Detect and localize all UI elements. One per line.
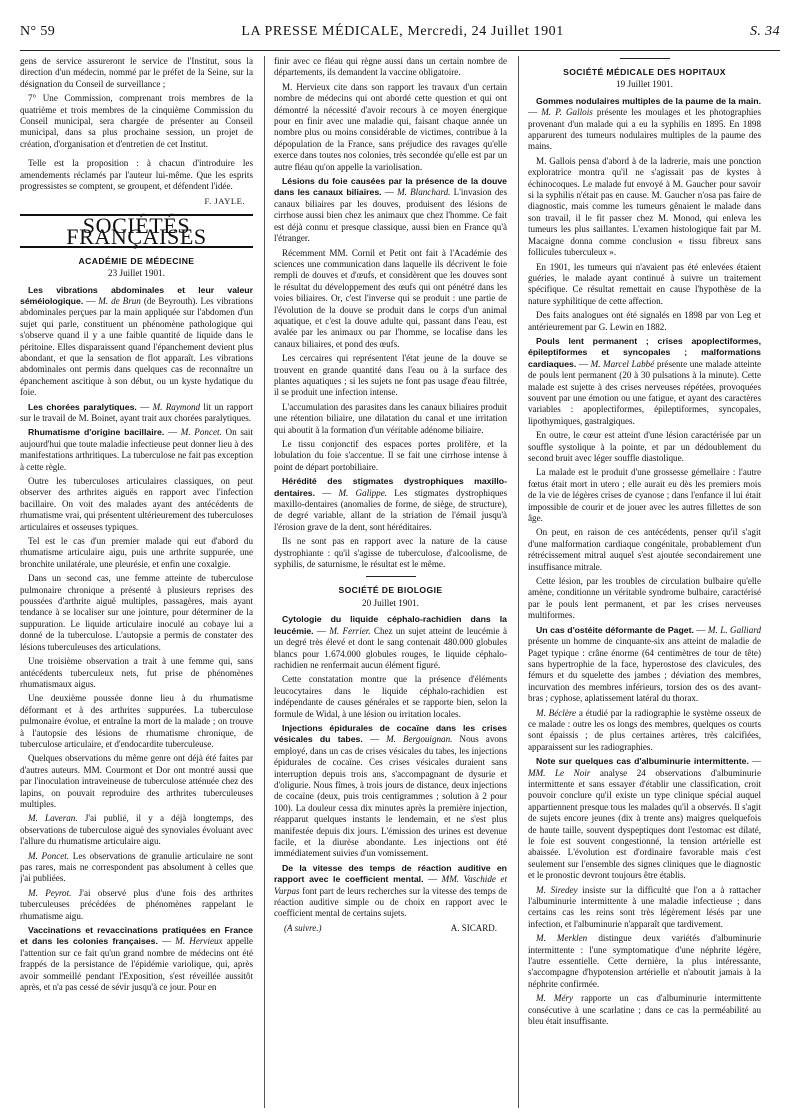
column-3 [528, 56, 761, 1111]
paragraph: Cette lésion, par les troubles de circulation bulbaire qu'elle amène, conditionne un véritable syndrome bulbaire, caractérisé par le pouls lent permanent, et par les crises nerveuses multiformes. [528, 576, 761, 621]
article-title: Les chorées paralytiques. [28, 401, 137, 412]
society-heading: ACADÉMIE DE MÉDECINE [78, 255, 195, 266]
article-text: lit un rapport sur le travail de M. Boinet, ayant trait aux chorées paralytiques. [20, 401, 253, 423]
speaker: M. Poncet. [28, 850, 70, 861]
article: De la vitesse des temps de réaction auditive en rapport avec le coefficient mental. — MM. Vaschide et Vurpas font part de leurs recherches sur la vitesse des temps de réaction auditive simple ou de choix en rapport avec le coefficient mental de certains sujets. [274, 862, 507, 919]
article-author: MM. Vaschide et Vurpas [274, 874, 507, 896]
article: Un cas d'ostéite déformante de Paget. — M. L. Galliard présente un homme de cinquante-six ans atteint de maladie de Paget typique : crâne énorme (64 centimètres de tour de tête) sans hypertrophie de la face, hyperostose des clavicules, des fémurs et du squelette des jambes ; déviation des membres, incurvation des membres inférieurs, torsion des os des avant-bras ; cyphose, aplatissement latéral du thorax. [528, 624, 761, 704]
page-header [20, 24, 780, 44]
article-text: appelle l'attention sur ce fait qu'un grand nombre de médecins ont été frappés de la persistance de l'épidémie variolique, qui, après avoir sommeillé pendant l'Exposition, s'est réveillée aussitôt après, et n'a pas cessé de sévir jusqu'à ce jour. Pour en [20, 936, 253, 993]
speaker: M. Merklen [536, 933, 588, 944]
article-author: M. L. Galliard [707, 624, 761, 635]
speaker: M. Siredey [536, 884, 578, 895]
article: Vaccinations et revaccinations pratiquées en France et dans les colonies françaises. — M. Hervieux appelle l'attention sur ce fait qu'un grand nombre de médecins ont été frappés de la persistance de l'épidémie variolique, qui, après avoir sommeillé pendant l'Exposition, s'est réveillée aussitôt après, et n'a pas cessé de sévir jusqu'à ce jour. Pour en [20, 925, 253, 993]
society-heading: SOCIÉTÉ DE BIOLOGIE [338, 585, 443, 596]
article-author: M. Ferrier. [329, 625, 371, 636]
paragraph: En outre, le cœur est atteint d'une lésion caractérisée par un souffle systolique à la pointe, et par un dédoublement du second bruit avec léger souffle diastolique. [528, 430, 761, 463]
paragraph-text: a étudié par la radiographie le système osseux de ce malade : outre les os longs des membres, quelques os courts sont épaissis ; de plus certaines artères, très calcifiées, apparaissent sur les radiographies. [528, 707, 761, 752]
article-text: analyse 24 observations d'albuminurie intermittente et sans essayer d'établir une classification, croit pouvoir conclure qu'il existe un type clinique spécial auquel appartiennent presque tous les malades qu'il a observés. Il s'agit de sujets encore jeunes (dix à trente ans) maigres quelquefois de haute taille, souvent dyspeptiques dont l'estomac est dilaté, le foie est souvent congestionné, la tension artérielle est abaissée. L'évolution est d'ordinaire favorable mais c'est seulement sur l'ensemble des signes cliniques que le diagnostic et le pronostic devront toujours être établis. [528, 767, 761, 881]
paragraph-text: insiste sur la difficulté que l'on a à rattacher l'albuminurie intermittente à une maladie infectieuse ; dans certains cas les reins sont très légèrement lésés par une infection, et l'albuminurie n'apparaît que tardivement. [528, 884, 761, 929]
article-title: Vaccinations et revaccinations pratiquées en France et dans les colonies françaises. [20, 925, 253, 947]
paragraph: M. Gallois pensa d'abord à de la ladrerie, mais une ponction exploratrice montra qu'il ne s'agissait pas de kystes à échinocoques. Le malade fut envoyé à M. Gaucher pour savoir si la syphilis n'était pas en cause. M. Gaucher n'osa pas faire de diagnostic, mais comme les tumeurs gênaient le malade dans son travail, il le fit passer chez M. Monod, qui enleva les tumeurs les plus saillantes. L'examen histologique fait par M. Macaigne donna comme conclusion « tissu fibreux sans follicules tuberculeux ». [528, 155, 761, 258]
paragraph-text: Les observations de granulie articulaire ne sont pas rares, mais ne correspondent pas absolument à celles que j'ai publiées. [20, 850, 253, 884]
article-text: On sait aujourd'hui que toute maladie infectieuse peut donner lieu à des manifestations arthritiques. La tuberculose ne fait pas exception à cette règle. [20, 427, 253, 472]
paragraph [528, 708, 761, 754]
paragraph: gens de service assureront le service de l'Institut, sous la direction d'un médecin, nommé par le préfet de la Seine, sur la désignation du Conseil de surveillance ; [20, 56, 253, 89]
article-text: présente les moulages et les photographies provenant d'un malade qui a eu la syphilis en 1895. En 1898 apparurent des tumeurs nodulaires multiples de la paume des mains. [528, 107, 761, 152]
article-author: M. Galippe. [338, 487, 388, 498]
article-title: Injections épidurales de cocaïne dans les crises vésicales du tabes. [274, 722, 507, 745]
paragraph: finir avec ce fléau qui règne aussi dans un certain nombre de départements, ils demandent la vaccine obligatoire. [274, 56, 507, 78]
article-title: De la vitesse des temps de réaction auditive en rapport avec le coefficient mental. [274, 862, 507, 885]
section-title: SOCIÉTÉS FRANÇAISES [20, 214, 253, 248]
column-divider [264, 56, 265, 1108]
article-title: Cytologie du liquide céphalo-rachidien dans la leucémie. [274, 614, 507, 636]
article-author: MM. Le Noir [528, 767, 591, 778]
article: Les chorées paralytiques. — M. Raymond lit un rapport sur le travail de M. Boinet, ayant trait aux chorées paralytiques. [20, 401, 253, 423]
signature: F. JAYLE. [204, 196, 245, 207]
column-2 [274, 56, 507, 1111]
article: Lésions du foie causées par la présence de la douve dans les canaux biliaires. — M. Blanchard. L'invasion des canaux biliaires par les douves, produisent des lésions de cirrhose aussi bien chez les animaux que chez l'homme. Ce fait est déjà connu et presque classique, aussi bien en France qu'à l'étranger. [274, 176, 507, 244]
speaker: M. Peyrot. [28, 887, 72, 898]
paragraph [20, 851, 253, 885]
paragraph: Une deuxième poussée donne lieu à du rhumatisme déformant et à des arthrites suppurées. La tuberculose pulmonaire évolue, et entraîne la mort de la malade ; on trouve à l'autopsie des lésions de rhumatisme chronique, de tuberculose articulaire, et d'endocardite tuberculeuse. [20, 693, 253, 749]
article-author: M. Hervieux [175, 936, 223, 947]
article-title: Lésions du foie causées par la présence de la douve dans les canaux biliaires. [274, 176, 507, 198]
session-date: 20 Juillet 1901. [362, 597, 419, 608]
article-author: M. Poncet. [180, 427, 222, 438]
speaker: M. Laveran. [28, 813, 78, 824]
article: Rhumatisme d'origine bacillaire. — M. Poncet. On sait aujourd'hui que toute maladie infectieuse peut donner lieu à des manifestations arthritiques. La tuberculose ne fait pas exception à cette règle. [20, 427, 253, 472]
publication-line: LA PRESSE MÉDICALE, Mercredi, 24 Juillet 1901 [241, 24, 564, 39]
paragraph: Cette constatation montre que la présence d'éléments leucocytaires dans le liquide céphalo-rachidien est indépendante de causes générales et se rapporte bien, selon la formule de Widal, à une lésion ou irritation locales. [274, 674, 507, 719]
article-text: font part de leurs recherches sur la vitesse des temps de réaction auditive simple ou de choix en rapport avec le coefficient mental de certains sujets. [274, 885, 507, 919]
article: Note sur quelques cas d'albuminurie intermittente. — MM. Le Noir analyse 24 observations d'albuminurie intermittente et sans essayer d'établir une classification, croit pouvoir conclure qu'il existe un type clinique spécial auquel appartiennent presque tous les malades qu'il a observés. Il s'agit de sujets encore jeunes (dix à trente ans) maigres quelquefois de haute taille, souvent dyspeptiques dont l'estomac est dilaté, le foie est souvent congestionné, la tension artérielle est abaissée. L'évolution est d'ordinaire favorable mais c'est seulement sur l'ensemble des signes cliniques que le diagnostic et le pronostic devront toujours être établis. [528, 756, 761, 881]
article-text: Chez un sujet atteint de leucémie à un degré très élevé et dont le sang contenait 480.000 globules blancs pour 1.674.000 globules rouges, le liquide céphalo-rachidien ne renfermait aucun élément figuré. [274, 625, 507, 670]
article: Pouls lent permanent ; crises apoplectiformes, épileptiformes et syncopales ; malformations cardiaques. — M. Marcel Labbé présente une malade atteinte de pouls lent permanent (20 à 30 pulsations à la minute). Cette malade est sujette à des crises nerveuses répétées, provoquées souvent par une émotion ou une fatigue, et ayant des caractères variables : apoplectiformes, épileptiformes, syncopales, lipothymiques, gastralgiques. [528, 335, 761, 426]
speaker: M. Méry [536, 993, 574, 1004]
column-1 [20, 56, 253, 1111]
paragraph-text: J'ai publié, il y a déjà longtemps, des observations de tuberculose aiguë des synoviales évoluant avec l'allure du rhumatisme articulaire aigu. [20, 813, 253, 847]
paragraph: Les cercaires qui représentent l'état jeune de la douve se trouvent en grande quantité dans l'eau ou à la surface des plantes aquatiques ; si les sujets ne font pas usage d'eau filtrée, il se produit une infection intense. [274, 353, 507, 398]
article-text: L'invasion des canaux biliaires par les douves, produisent des lésions de cirrhose aussi bien chez les animaux que chez l'homme. Ce fait est déjà connu et presque classique, aussi bien en France qu'à l'étranger. [274, 187, 507, 244]
article-title: Les vibrations abdominales et leur valeur séméiologique. [20, 284, 253, 306]
article-title: Un cas d'ostéite déformante de Paget. [536, 624, 694, 635]
section-ref: S. 34 [749, 24, 780, 39]
paragraph: Tel est le cas d'un premier malade qui eut d'abord du rhumatisme articulaire aigu, puis une arthrite suppurée, une bronchite unilatérale, une pleurésie, et enfin une coxalgie. [20, 536, 253, 569]
society-heading: SOCIÉTÉ MÉDICALE DES HOPITAUX [563, 67, 726, 77]
header-rule [20, 50, 780, 51]
article: Cytologie du liquide céphalo-rachidien dans la leucémie. — M. Ferrier. Chez un sujet atteint de leucémie à un degré très élevé et dont le sang contenait 480.000 globules blancs pour 1.674.000 globules rouges, le liquide céphalo-rachidien ne renfermait aucun élément figuré. [274, 614, 507, 670]
article-text: Les stigmates dystrophiques maxillo-dentaires (anomalies de forme, de siège, de structure), de degré variable, allant de la striation de l'émail jusqu'à l'érosion grave de la dent, sont héréditaires. [274, 487, 507, 532]
column-divider [518, 56, 519, 1108]
article: Injections épidurales de cocaïne dans les crises vésicales du tabes. — M. Bergouignan. Nous avons employé, dans un cas de crises vésicales du tabes, les injections épidurales de cocaïne. Ces crises vésicales duraient sans interruption depuis trois ans, s'accompagnant de dysurie et d'oligurie. Nous fîmes, à trois jours de distance, deux injections de cocaïne (deux, puis trois centigrammes ; solution à 2 pour 100). La douleur cessa dix minutes après la première injection, réapparut quelques instants le lendemain, et ne s'est plus manifestée depuis dix jours. L'émission des urines est devenue facile, et la diurèse abondante. Les injections ont été immédiatement suivies d'un vomissement. [274, 722, 507, 859]
paragraph: Des faits analogues ont été signalés en 1898 par von Leg et antérieurement par G. Lewin en 1882. [528, 310, 761, 332]
to-be-continued: (A suivre.) [284, 922, 322, 933]
paragraph: Le tissu conjonctif des espaces portes prolifère, et la lobulation du foie s'accentue. Il se fait une cirrhose intense à point de départ portobiliaire. [274, 439, 507, 472]
paragraph: 7° Une Commission, comprenant trois membres de la quatrième et trois membres de la cinquième Commission du Conseil municipal, sera chargée de présenter au Conseil municipal, dans sa plus prochaine session, un projet de création, d'organisation et d'entretien de cet Institut. [20, 93, 253, 149]
paragraph [20, 813, 253, 847]
article-author: M. Bergouignan. [386, 734, 453, 745]
paragraph: Telle est la proposition : à chacun d'introduire les amendements réclamés par l'auteur lui-même. Que les esprits progressistes se comptent, se groupent, et défendent l'idée. [20, 158, 253, 192]
paragraph: La malade est le produit d'une grossesse gémellaire : l'autre fœtus était mort in utero ; elle aurait eu dès les premiers mois de la vie de légères crises de cyanose ; dans l'enfance il lui était impossible de courir et de jouer avec les autres fillettes de son âge. [528, 467, 761, 524]
article-title: Hérédité des stigmates dystrophiques maxillo-dentaires. [274, 476, 507, 498]
article-text: (de Beyrouth). Les vibrations abdominales perçues par la main appliquée sur l'abdomen d'un sujet qui parle, constituent un phénomène pathologique qui s'observe quand il y a une faible quantité de liquide dans le péritoine. Elles disparaissent quand l'épanchement devient plus abondant, et que la sensation de flot apparaît. Les vibrations abdominales ont permis dans quelques cas de reconnaître un épanchement ascitique à son début, ou un kyste hydatique du foie. [20, 295, 253, 398]
article-text: présente un homme de cinquante-six ans atteint de maladie de Paget typique : crâne énorme (64 centimètres de tour de tête) sans hypertrophie de la face, hyperostose des clavicules, des fémurs et du squelette des jambes ; déviation des membres, incurvation des membres inférieurs, torsion des os des avant-bras ; cyphose, aplatissement latéral du thorax. [528, 636, 761, 704]
speaker: M. Béclère [536, 707, 577, 718]
session-date: 23 Juillet 1901. [108, 268, 165, 279]
article: Les vibrations abdominales et leur valeur séméiologique. — M. de Brun (de Beyrouth). Les vibrations abdominales perçues par la main appliquée sur l'abdomen d'un sujet qui parle, constituent un phénomène pathologique qui s'observe quand il y a une faible quantité de liquide dans le péritoine. Elles disparaissent quand l'épanchement devient plus abondant, et que la sensation de flot apparaît. Les vibrations abdominales ont permis dans quelques cas de reconnaître un épanchement ascitique à son début, ou un kyste hydatique du foie. [20, 284, 253, 398]
article-title: Rhumatisme d'origine bacillaire. [28, 427, 165, 438]
article-author: M. Raymond [152, 401, 201, 412]
paragraph: M. Hervieux cite dans son rapport les travaux d'un certain nombre de médecins qui ont abordé cette question et qui ont démontré la nécessité d'avoir recours à ce moyen énergique pour en finir avec une maladie qui, faisant chaque année un nombre plus ou moins considérable de victimes, contribue à la dépopulation de la France, sans préjudice des ravages qu'elle exerce dans toutes nos colonies, très secondée qu'elle est par un autre fléau qu'on appelle la variolisation. [274, 81, 507, 172]
article-author: M. Blanchard. [397, 187, 451, 198]
article-author: M. P. Gallois [541, 107, 593, 118]
article-title: Pouls lent permanent ; crises apoplectiformes, épileptiformes et syncopales ; malformations cardiaques. [528, 335, 761, 369]
article-title: Gommes nodulaires multiples de la paume de la main. [536, 95, 761, 106]
paragraph: L'accumulation des parasites dans les canaux biliaires produit une rétention biliaire, une dilatation du canal et une irritation qui aboutit à la formation d'un véritable adénome biliaire. [274, 401, 507, 435]
paragraph [528, 933, 761, 990]
paragraph [20, 888, 253, 922]
paragraph: Ils ne sont pas en rapport avec la nature de la cause dystrophiante : qu'il s'agisse de tuberculose, d'alcoolisme, de syphilis, de saturnisme, le résultat est le même. [274, 536, 507, 570]
article-footer [274, 923, 507, 934]
article-author: M. Marcel Labbé [590, 358, 655, 369]
paragraph-text: J'ai observé plus d'une fois des arthrites tuberculeuses précédées de phénomènes rappelant le rhumatisme aigu. [20, 887, 253, 921]
paragraph: Une troisième observation a trait à une femme qui, sans antécédents tuberculeux nets, fut prise de phénomènes rhumatismaux aigus. [20, 656, 253, 689]
session-date: 19 Juillet 1901. [616, 79, 673, 90]
section-divider [620, 58, 670, 59]
paragraph: On peut, en raison de ces antécédents, penser qu'il s'agit d'une malformation cardiaque congénitale, probablement d'un rétrécissement mitral auquel s'est ajoutée secondairement une insuffisance mitrale. [528, 527, 761, 572]
paragraph-text: rapporte un cas d'albuminurie intermittente consécutive à une scarlatine ; dans ce cas la perméabilité au bleu était insuffisante. [528, 993, 761, 1027]
paragraph: Dans un second cas, une femme atteinte de tuberculose pulmonaire chronique a présenté à plusieurs reprises des poussées d'arthrite aiguë multiples, passagères, mais ayant tendance à se localiser sur une jointure, pour déterminer de la suppuration. Le liquide articulaire inoculé au cobaye lui a donné de la tuberculose. L'autopsie a permis de constater des lésions tuberculeuses des articulations. [20, 573, 253, 652]
paragraph-text: distingue deux variétés d'albuminurie intermittente : l'une symptomatique d'une néphrite légère, l'autre essentielle. Cette dernière, la plus intéressante, s'accompagne d'hypotension artérielle et n'aboutit jamais à la néphrite confirmée. [528, 933, 761, 989]
page-number: N° 59 [20, 24, 56, 39]
section-divider [366, 576, 416, 577]
paragraph [528, 885, 761, 931]
article: Hérédité des stigmates dystrophiques maxillo-dentaires. — M. Galippe. Les stigmates dystrophiques maxillo-dentaires (anomalies de forme, de siège, de structure), de degré variable, allant de la striation de l'émail jusqu'à l'érosion grave de la dent, sont héréditaires. [274, 476, 507, 532]
paragraph: Outre les tuberculoses articulaires classiques, on peut observer des arthrites aiguës en rapport avec l'infection bacillaire. On voit des malades ayant des antécédents de rhumatisme vrai, qui présentent ultérieurement des tuberculoses articulaires et osseuses typiques. [20, 476, 253, 532]
article-title: Note sur quelques cas d'albuminurie intermittente. [536, 756, 749, 767]
article-text: présente une malade atteinte de pouls lent permanent (20 à 30 pulsations à la minute). Cette malade est sujette à des crises nerveuses répétées, provoquées souvent par une émotion ou une fatigue, et ayant des caractères variables : apoplectiformes, épileptiformes, syncopales, lipothymiques, gastralgiques. [528, 358, 761, 426]
paragraph: Récemment MM. Cornil et Petit ont fait à l'Académie des sciences une communication dans laquelle ils décrivent le foie rempli de douves et d'œufs, et considèrent que les douves sont le résultat du développement des œufs qui ont pénétré dans les voies biliaires. Or, c'est l'inverse qui se produit : une partie de l'évolution de la douve se produit dans le corps d'un animal aquatique, et c'est la douve adulte qui, passant dans l'eau, est avalée par les animaux ou par l'homme, se localise dans les canaux biliaires, et pond des œufs. [274, 247, 507, 349]
article: Gommes nodulaires multiples de la paume de la main. — M. P. Gallois présente les moulages et les photographies provenant d'un malade qui a eu la syphilis en 1895. En 1898 apparurent des tumeurs nodulaires multiples de la paume des mains. [528, 95, 761, 152]
paragraph: En 1901, les tumeurs qui n'avaient pas été enlevées étaient guéries, le malade ayant continué à suivre un traitement spécifique. Ce résultat remettait en cause l'hypothèse de la nature syphilitique de cette affection. [528, 261, 761, 306]
paragraph [528, 993, 761, 1027]
article-text: Nous avons employé, dans un cas de crises vésicales du tabes, les injections épidurales de cocaïne. Ces crises vésicales duraient sans interruption depuis trois ans, s'accompagnant de dysurie et d'oligurie. Nous fîmes, à trois jours de distance, deux injections de cocaïne (deux, puis trois centigrammes ; solution à 2 pour 100). La douleur cessa dix minutes après la première injection, réapparut quelques instants le lendemain, et ne s'est plus manifestée depuis dix jours. L'émission des urines est devenue facile, et la diurèse abondante. Les injections ont été immédiatement suivies d'un vomissement. [274, 734, 507, 859]
article-author: M. de Brun [98, 295, 141, 306]
signature: A. SICARD. [450, 922, 497, 933]
paragraph: Quelques observations du même genre ont déjà été faites par d'autres auteurs. MM. Courmont et Dor ont montré aussi que par l'inoculation intraveineuse de tuberculose atténuée chez des lapins, on pouvait reproduire des arthrites tuberculeuses multiples. [20, 753, 253, 809]
